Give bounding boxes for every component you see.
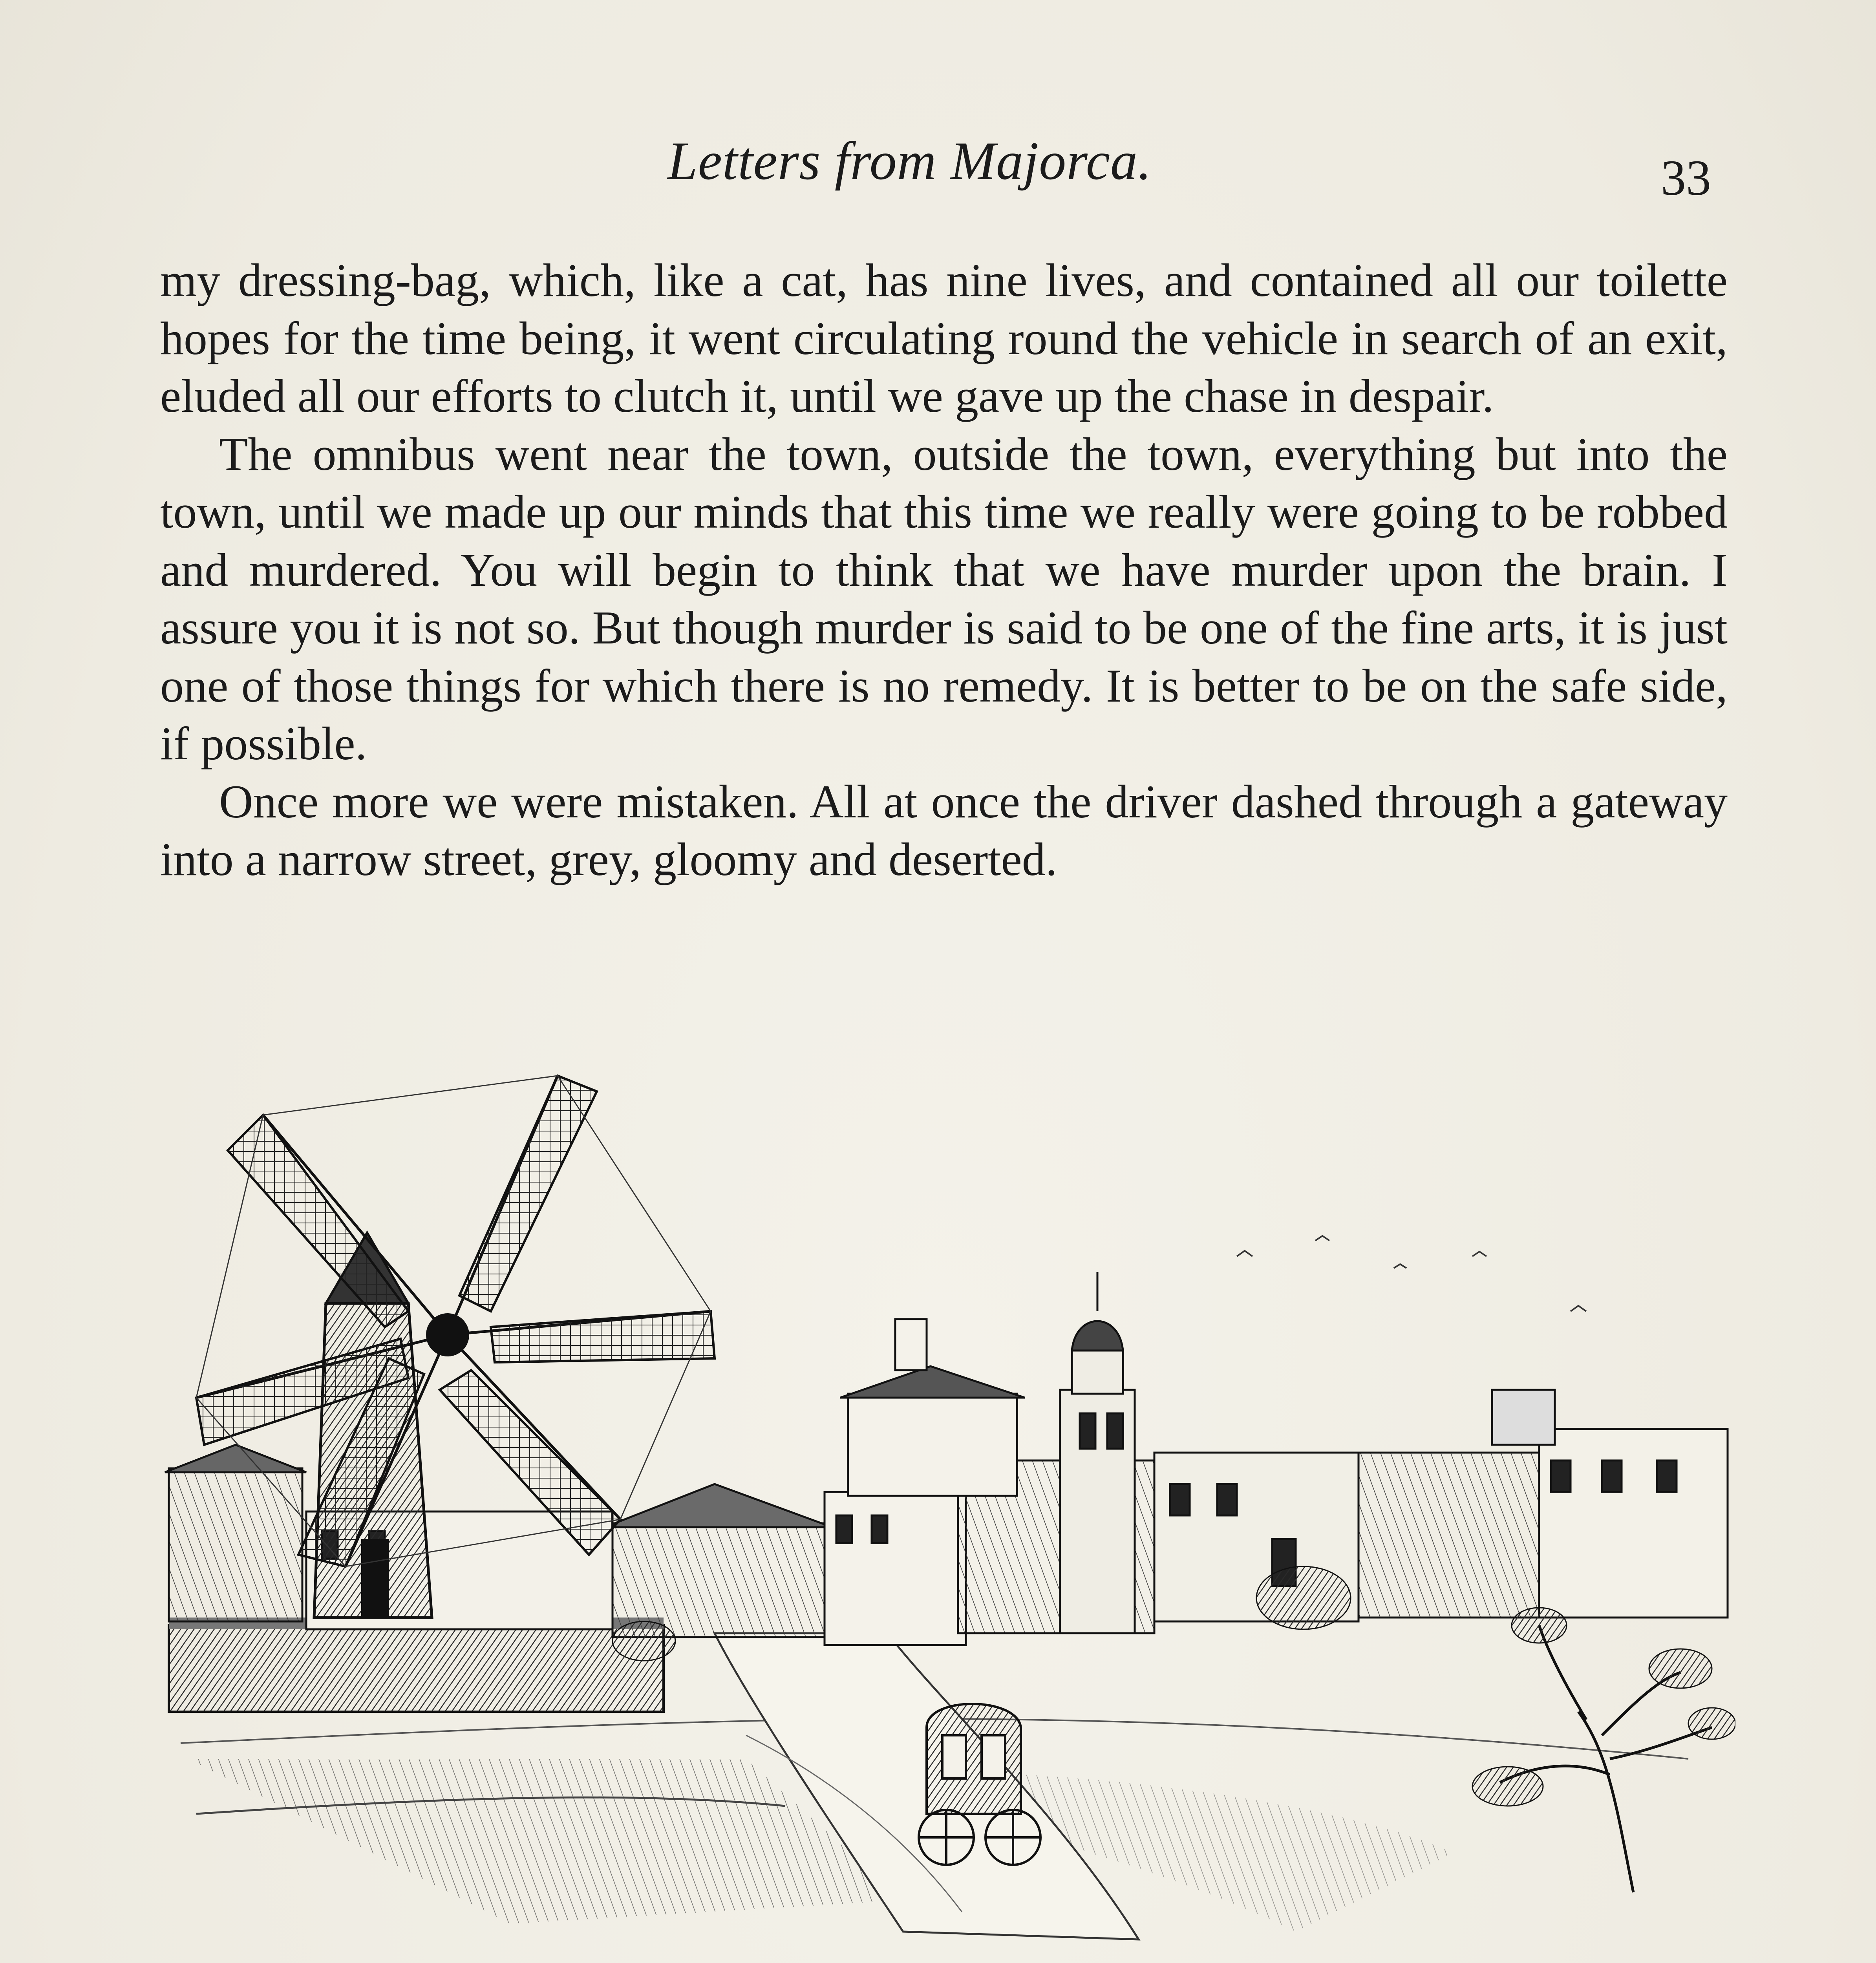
paragraph: The omnibus went near the town, outside the town, everything but into the town, until we made up our minds that this time we really were going to be robbed and murdered. You will begin to think that we have murder upon the brain. I assure you it is not so. But though murder is said to be one of the fine arts, it is just one of those things for which there is no remedy. It is better to be on the safe side, if possible. — [160, 428, 1728, 769]
paragraph: my dressing-bag, which, like a cat, has nine lives, and contained all our toilette hopes for the time being, it went circulating round the vehicle in search of an exit, eluded all our efforts to clutch it, until we gave up the chase in despair. — [160, 254, 1728, 422]
running-header-title: Letters from Majorca. — [667, 131, 1152, 191]
page-number: 33 — [1661, 150, 1711, 206]
body-text-top — [160, 251, 1728, 888]
manacor-engraving — [157, 1068, 1735, 1963]
paragraph: Once more we were mistaken. All at once the driver dashed through a gateway into a narrow street, grey, gloomy and deserted. — [160, 775, 1728, 885]
